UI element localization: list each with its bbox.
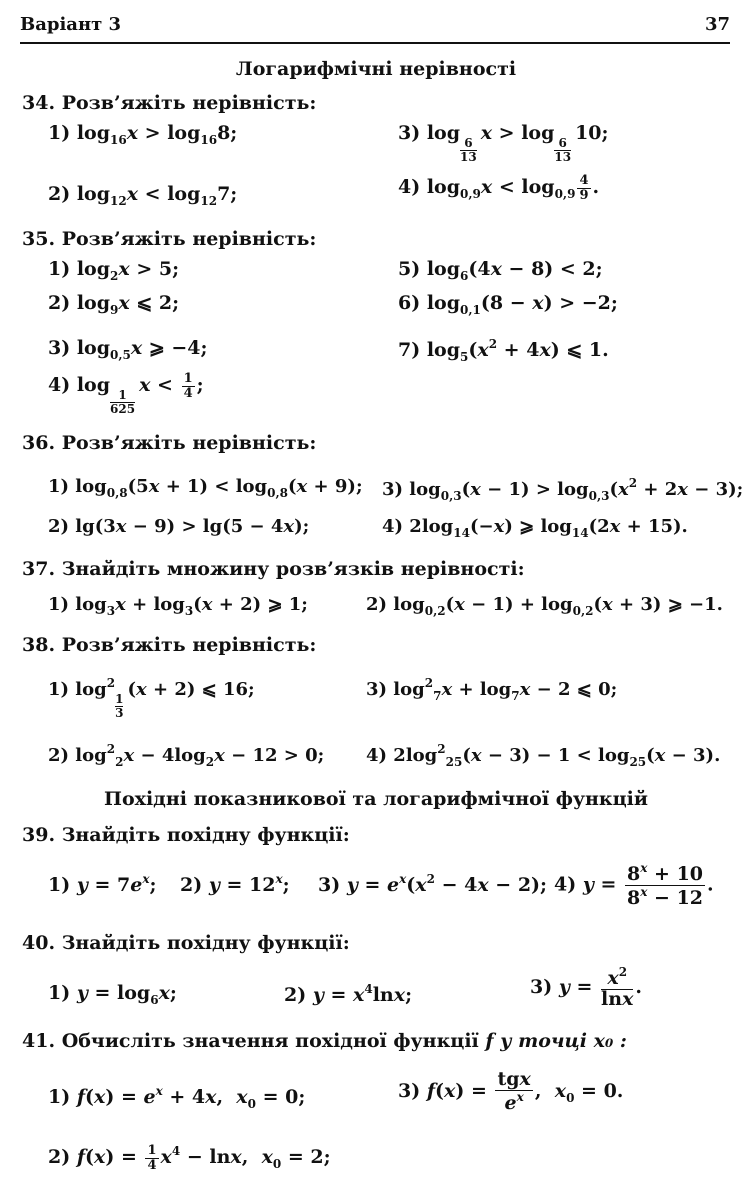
- task-39-item-3: 3) $y = e^x(x^2 - 4x - 2)$;: [318, 872, 548, 896]
- page-number: 37: [704, 14, 730, 35]
- task-36-item-2: 2) lg(3x − 9) > lg(5 − 4x);: [48, 516, 310, 537]
- task-41-item-1: 1) $f(x) = e^x + 4x$, $x_0 = 0$;: [48, 1084, 306, 1111]
- task-38-item-1: 1) $\log^2$ $\frac{1}{3}$ (x + 2) ⩽ 16;: [48, 676, 255, 720]
- task-34-item-2: 2) $\log_{12}x < \log_{12}7$;: [48, 183, 238, 208]
- task-34-item-4: 4) $\log_{0,9}x < \log_{0,9}$ $\frac{4}{9}$ .: [398, 173, 600, 203]
- task-35-item-6: 6) $\log_{0,1}(8 - x) > -2$;: [398, 292, 618, 317]
- task-35-item-2: 2) $\log_9x$ ⩽ 2;: [48, 292, 180, 317]
- task-38: 38. Розв’яжіть нерівність:: [22, 634, 317, 656]
- task-35-item-4: 4) log $\frac{1}{625}$ x < $\frac{1}{4}$ ;: [48, 371, 204, 417]
- task-35-item-7: 7) $\log_5(x^2 + 4x)$ ⩽ 1.: [398, 337, 609, 364]
- task-38-item-3: 3) $\log^2_7x + \log_7x - 2$ ⩽ 0;: [366, 676, 618, 703]
- task-36: 36. Розв’яжіть нерівність:: [22, 432, 317, 454]
- task-41-item-3: 3) f(x) = $\frac{\text{tgx}}{e^x}$ , $x_0 = 0$.: [398, 1068, 624, 1114]
- task-36-item-3: 3) $\log_{0,3}(x - 1) > \log_{0,3}(x^2 + 2x - 3)$;: [382, 476, 744, 503]
- task-39-item-4: 4) y = $\frac{8^x + 10}{8^x - 12}$ .: [554, 861, 714, 909]
- task-35-item-3: 3) $\log_{0,5}x$ ⩾ −4;: [48, 337, 208, 362]
- task-36-item-1: 1) $\log_{0,8}(5x + 1) < \log_{0,8}(x + 9)$;: [48, 476, 363, 500]
- task-40-item-1: 1) $y = \log_6x$;: [48, 982, 177, 1007]
- task-38-item-4: 4) $2\log^2_{25}(x - 3) - 1 < \log_{25}(x - 3)$.: [366, 742, 721, 769]
- task-37-item-1: 1) $\log_3x + \log_3(x + 2)$ ⩾ 1;: [48, 594, 308, 618]
- task-41-item-2: 2) f(x) = $\frac{1}{4}$ $x^4 - \ln x$, $x_0 = 2$;: [48, 1143, 331, 1173]
- section-title-2: Похідні показникової та логарифмічної функцій: [104, 788, 648, 810]
- task-40: 40. Знайдіть похідну функції:: [22, 932, 350, 954]
- task-38-item-2: 2) $\log^2_2x - 4\log_2x - 12 > 0$;: [48, 742, 325, 769]
- task-35-item-5: 5) $\log_6(4x - 8) < 2$;: [398, 258, 603, 283]
- task-37-item-2: 2) $\log_{0,2}(x - 1) + \log_{0,2}(x + 3)$ ⩾ −1.: [366, 594, 723, 618]
- task-39-item-2: 2) $y = 12^x$;: [180, 872, 290, 896]
- page-header: [20, 12, 730, 44]
- task-39-item-1: 1) $y = 7e^x$;: [48, 872, 157, 896]
- task-39: 39. Знайдіть похідну функції:: [22, 824, 350, 846]
- task-41: 41. Обчисліть значення похідної функції f у точці x₀ :: [22, 1030, 627, 1052]
- task-36-item-4: 4) $2\log_{14}(-x)$ ⩾ $\log_{14}(2x + 15)$.: [382, 516, 688, 540]
- task-34-item-3: 3) log $\frac{6}{13}$ x > log $\frac{6}{13}$ 10;: [398, 122, 609, 164]
- task-40-item-2: 2) $y = x^4\ln x$;: [284, 982, 413, 1006]
- task-35: 35. Розв’яжіть нерівність:: [22, 228, 317, 250]
- task-37: 37. Знайдіть множину розв’язків нерівності:: [22, 558, 525, 580]
- task-34: 34. Розв’яжіть нерівність:: [22, 92, 317, 114]
- task-35-item-1: 1) $\log_2x > 5$;: [48, 258, 180, 283]
- task-40-item-3: 3) y = $\frac{x^2}{\ln x}$ .: [530, 965, 643, 1010]
- task-34-item-1: 1) $\log_{16}x > \log_{16}8$;: [48, 122, 238, 147]
- section-title: Логарифмічні нерівності: [235, 58, 517, 80]
- variant-label: Варіант 3: [20, 14, 122, 35]
